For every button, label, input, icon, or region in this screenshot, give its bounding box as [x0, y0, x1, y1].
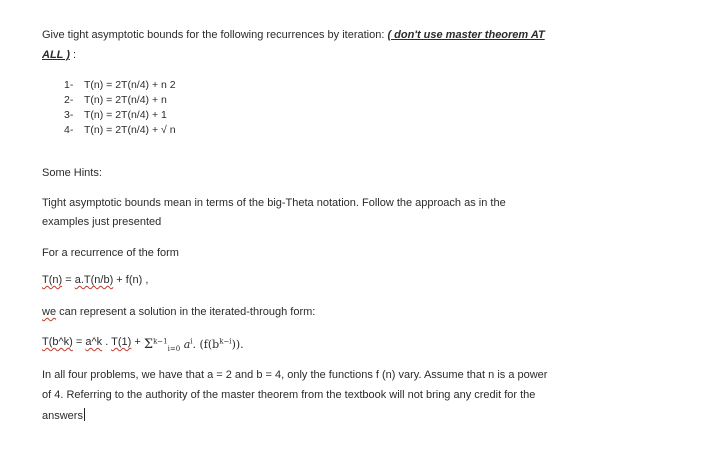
intro-text: Give tight asymptotic bounds for the following recurrences by iteration:: [42, 29, 388, 41]
para-line-2: of 4. Referring to the authority of the master theorem from the textbook will not bring any credit for the: [42, 389, 536, 401]
sum-lower: i=0: [167, 345, 181, 354]
hint-line-2: examples just presented: [42, 216, 162, 228]
list-item-text: T(n) = 2T(n/4) + n 2: [84, 79, 176, 91]
recurrence-list: [64, 78, 176, 138]
list-item-text: T(n) = 2T(n/4) + n: [84, 94, 167, 106]
list-item-text: T(n) = 2T(n/4) + 1: [84, 109, 167, 121]
list-item: [64, 93, 176, 108]
recurrence-form-tn: T(n): [42, 274, 63, 286]
iterated-rest: can represent a solution in the iterated-through form:: [56, 306, 316, 318]
sum-expression: [144, 338, 244, 352]
intro-emphasis: ( don't use master theorem AT: [387, 29, 545, 41]
intro-emphasis-2: ALL ): [42, 49, 70, 61]
intro-line: [42, 28, 545, 42]
form-intro: For a recurrence of the form: [42, 247, 179, 259]
intro-suffix: :: [69, 49, 77, 61]
para-line-1: In all four problems, we have that a = 2 and b = 4, only the functions f (n) vary. Assume that n is a power: [42, 369, 548, 381]
sum-sigma: Σ: [143, 337, 154, 352]
solution-t1: T(1): [111, 336, 132, 348]
sum-term: a: [183, 338, 191, 351]
recurrence-form-end: + f(n) ,: [113, 274, 149, 286]
sum-term-exp: k−i: [219, 337, 232, 346]
list-item: [64, 123, 176, 138]
list-item-number: 1-: [64, 79, 74, 91]
text-cursor: [84, 408, 85, 421]
intro-line-2: [42, 48, 76, 62]
solution-dot: .: [102, 336, 112, 348]
hints-heading: Some Hints:: [42, 167, 102, 179]
recurrence-form: [42, 273, 148, 287]
solution-ak: a^k: [85, 336, 103, 348]
recurrence-form-a: a.T(n/b): [74, 274, 114, 286]
solution-formula: [42, 335, 244, 352]
iterated-we: we: [42, 306, 57, 318]
list-item-number: 3-: [64, 109, 74, 121]
para-line-3-text: answers: [42, 410, 83, 422]
sum-upper: k−1: [153, 337, 168, 346]
sum-term-sup: i: [190, 337, 193, 346]
list-item: [64, 108, 176, 123]
list-item: [64, 78, 176, 93]
list-item-number: 4-: [64, 124, 74, 136]
iterated-line: [42, 305, 315, 319]
sum-term-rest: . (f(b: [192, 338, 220, 351]
solution-eq: =: [72, 336, 86, 348]
list-item-number: 2-: [64, 94, 74, 106]
hint-line-1: Tight asymptotic bounds mean in terms of the big-Theta notation. Follow the approach as in the: [42, 197, 506, 209]
recurrence-form-mid: =: [62, 274, 75, 286]
solution-lhs: T(b^k): [42, 336, 73, 348]
solution-plus: +: [131, 336, 144, 348]
sum-term-close: )).: [231, 338, 244, 351]
list-item-text: T(n) = 2T(n/4) + √ n: [84, 124, 176, 136]
para-line-3: [42, 408, 85, 423]
